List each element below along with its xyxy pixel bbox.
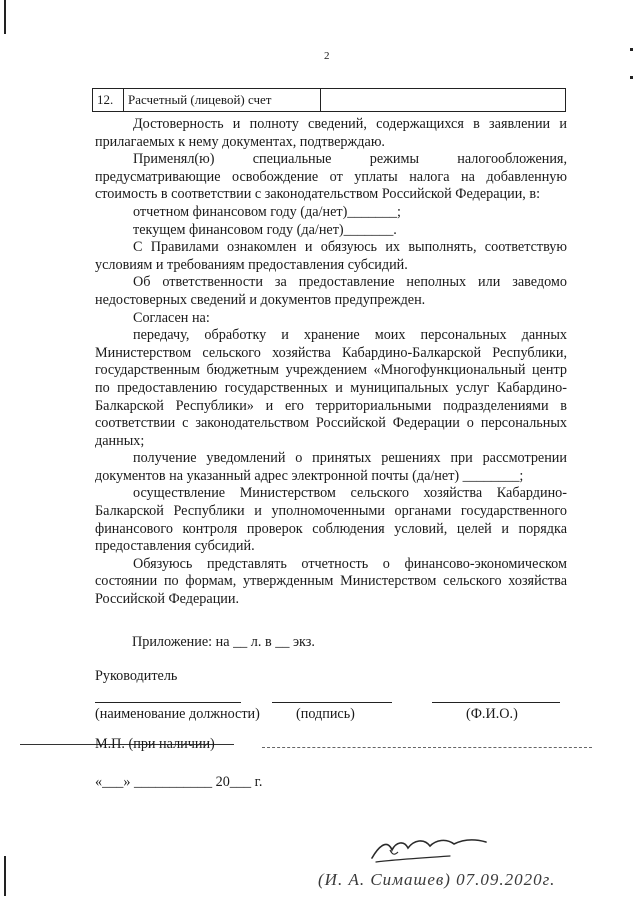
document-body [95, 116, 567, 609]
paragraph-consent: Согласен на: [133, 309, 210, 326]
paragraph-rules: С Правилами ознакомлен и обязуюсь их выполнять, соответствую условиям и требованиям предоставления субсидий. [95, 239, 567, 273]
stamp-note: М.П. (при наличии) [95, 736, 215, 752]
name-line [432, 702, 560, 703]
paragraph-current-year: текущем финансовом году (да/нет)_______. [133, 221, 397, 238]
scan-mark-bottom [4, 856, 6, 896]
date-line: «___» ___________ 20___ г. [95, 774, 263, 790]
paragraph-reporting: Обязуюсь представлять отчетность о финансово-экономическом состоянии по формам, утвержденным Министерством сельского хозяйства Российской Федерации. [95, 555, 567, 608]
scan-mark-right [630, 48, 633, 51]
paragraph-notifications: получение уведомлений о принятых решениях при рассмотрении документов на указанный адрес электронной почты (да/нет) ________; [95, 450, 567, 484]
attachment-line: Приложение: на __ л. в __ экз. [132, 634, 315, 650]
paragraph-accuracy: Достоверность и полноту сведений, содержащихся в заявлении и прилагаемых к нему документах, подтверждаю. [95, 116, 567, 150]
paragraph-tax-regime: Применял(ю) специальные режимы налогообложения, предусматривающие освобождение от уплаты налога на добавленную стоимость в соответствии с законодательством Российской Федерации, в: [95, 151, 567, 203]
handwritten-note: (И. А. Симашев) 07.09.2020г. [318, 870, 556, 889]
row-value [321, 89, 566, 112]
handwritten-signature [300, 820, 510, 870]
paragraph-reporting-year: отчетном финансовом году (да/нет)_______; [133, 203, 401, 220]
paragraph-inspections: осуществление Министерством сельского хозяйства Кабардино-Балкарской Республики и уполномоченными органами государственного финансового контроля проверок соблюдения условий, целей и порядка предоставления субсидий. [95, 485, 567, 555]
row-label: Расчетный (лицевой) счет [124, 89, 321, 112]
page-number: 2 [324, 50, 330, 62]
signature-line [272, 702, 392, 703]
paragraph-personal-data: передачу, обработку и хранение моих персональных данных Министерством сельского хозяйства Кабардино-Балкарской Республики, государственным бюджетным учреждением «Многофункциональный центр по предоставлению государственных и муниципальных услуг Кабардино-Балкарской Республики» и его территориальными подразделениями в соответствии с законодательством Российской Федерации о персональных данных; [95, 327, 567, 449]
head-label: Руководитель [95, 668, 178, 684]
name-caption: (Ф.И.О.) [466, 706, 518, 722]
scan-mark-right-2 [630, 76, 633, 79]
paragraph-responsibility: Об ответственности за предоставление неполных или заведомо недостоверных сведений и документов предупрежден. [95, 274, 567, 308]
row-number: 12. [93, 89, 124, 112]
position-line [95, 702, 241, 703]
dashed-line [262, 747, 592, 748]
account-table [92, 88, 566, 112]
signature-caption: (подпись) [296, 706, 355, 722]
scan-mark-left [4, 0, 6, 34]
position-caption: (наименование должности) [95, 706, 260, 722]
table-row [93, 89, 566, 112]
